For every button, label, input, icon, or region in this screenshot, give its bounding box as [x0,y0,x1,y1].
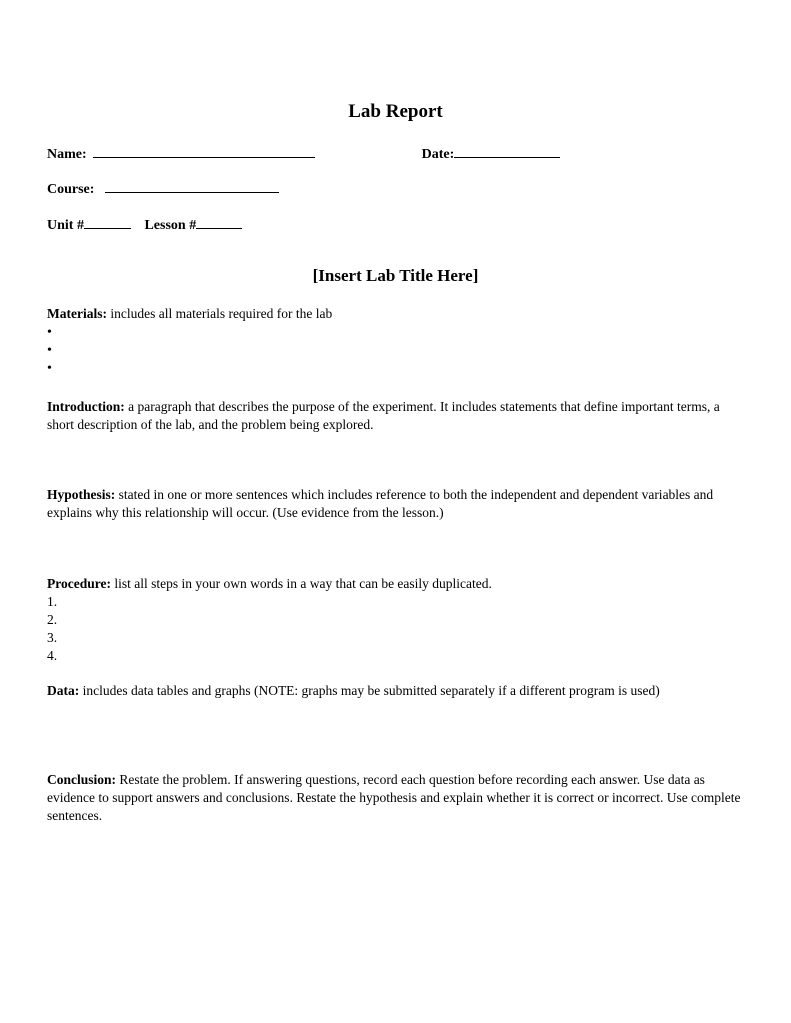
materials-list [47,323,747,377]
data-text: includes data tables and graphs (NOTE: graphs may be submitted separately if a different program is used) [79,683,660,698]
data-heading: Data: [47,683,80,698]
list-item [47,359,747,377]
conclusion-heading: Conclusion: [47,772,117,787]
materials-heading: Materials: [47,306,107,321]
introduction-text: a paragraph that describes the purpose of the experiment. It includes statements that define important terms, a short description of the lab, and the problem being explored. [47,399,720,432]
date-label: Date: [421,147,455,162]
data-section [47,682,747,700]
procedure-section [47,575,747,665]
lesson-field[interactable] [196,214,242,229]
procedure-steps [47,593,747,665]
list-item: 1. [47,594,58,609]
date-field[interactable] [454,143,560,158]
conclusion-text: Restate the problem. If answering questions, record each question before recording each answer. Use data as evidence to support answers and conclusions. Restate the hypothesis and explain whether it is correct or incorrect. Use complete sentences. [47,772,741,823]
course-label: Course: [47,182,95,197]
document-title: Lab Report [348,101,443,122]
hypothesis-section [47,486,747,522]
course-field[interactable] [105,178,279,193]
list-item [47,341,747,359]
list-item: 3. [47,630,58,645]
procedure-text: list all steps in your own words in a way that can be easily duplicated. [110,576,492,591]
bullet-icon: • [47,325,52,340]
lab-title-placeholder: [Insert Lab Title Here] [312,266,479,285]
bullet-icon: • [47,343,52,358]
unit-label: Unit # [47,218,84,233]
bullet-icon: • [47,361,52,376]
materials-text: includes all materials required for the lab [106,306,333,321]
conclusion-section [47,771,747,825]
name-date-row [47,143,560,163]
introduction-heading: Introduction: [47,399,125,414]
unit-lesson-row [47,214,242,234]
course-row [47,178,279,198]
unit-field[interactable] [84,214,131,229]
lesson-label: Lesson # [144,218,197,233]
list-item [47,323,747,341]
name-label: Name: [47,147,87,162]
hypothesis-text: stated in one or more sentences which includes reference to both the independent and dependent variables and explains why this relationship will occur. (Use evidence from the lesson.) [47,487,714,520]
list-item: 2. [47,612,58,627]
procedure-heading: Procedure: [47,576,111,591]
materials-section [47,305,747,377]
list-item: 4. [47,648,58,663]
hypothesis-heading: Hypothesis: [47,487,116,502]
name-field[interactable] [93,143,315,158]
introduction-section [47,398,747,434]
